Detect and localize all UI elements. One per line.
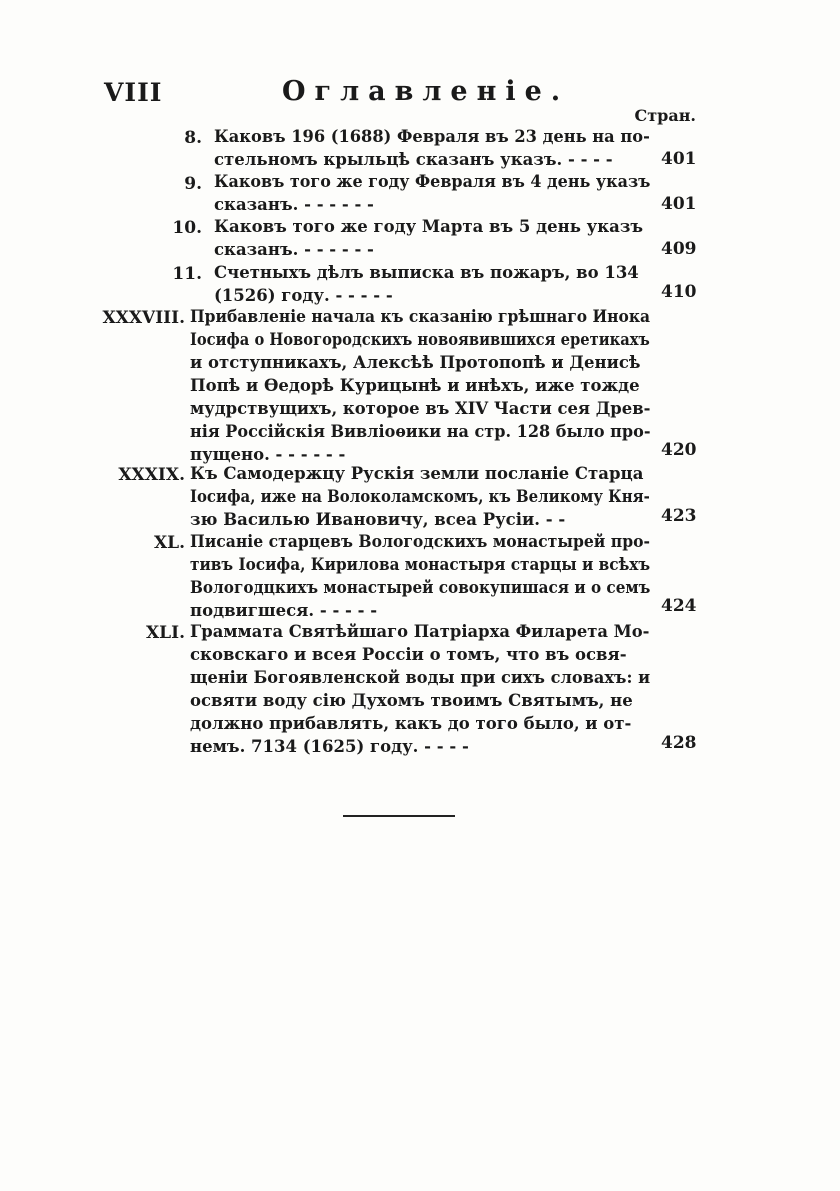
- entry-text-line: стельномъ крыльцѣ сказанъ указъ. - - - -: [214, 150, 613, 169]
- entry-page-number: 409: [661, 239, 697, 259]
- entry-text-line: Іосифа о Новогородскихъ новоявившихся еретикахъ: [190, 330, 650, 349]
- section-divider-rule: [343, 815, 455, 817]
- entry-text-line: зю Василью Ивановичу, всеа Русіи. - -: [190, 510, 566, 529]
- entry-number: 8.: [184, 128, 202, 148]
- page-number: VIII: [104, 78, 163, 107]
- entry-text-line: Каковъ 196 (1688) Февраля въ 23 день на по-: [214, 127, 650, 146]
- entry-text-line: щеніи Богоявленской воды при сихъ словахъ: и: [190, 668, 651, 687]
- entry-number: 10.: [172, 218, 202, 238]
- entry-text-line: пущено. - - - - - -: [190, 445, 346, 464]
- entry-text-line: Граммата Святѣйшаго Патріарха Филарета Мо-: [190, 622, 650, 641]
- entry-page-number: 423: [661, 506, 697, 526]
- entry-text-line: Писаніе старцевъ Вологодскихъ монастырей про-: [190, 532, 650, 551]
- running-title: Оглавленіе.: [282, 76, 570, 107]
- entry-text-line: должно прибавлять, какъ до того было, и от-: [190, 714, 632, 733]
- entry-text-line: сказанъ. - - - - - -: [214, 240, 374, 259]
- entry-page-number: 410: [661, 282, 697, 302]
- entry-text-line: Вологодцкихъ монастырей совокупишася и о семъ: [190, 578, 651, 597]
- entry-text-line: нія Россійскія Вивліоѳики на стр. 128 было про-: [190, 422, 651, 441]
- entry-text-line: Попѣ и Ѳедорѣ Курицынѣ и инѣхъ, иже тожде: [190, 376, 640, 395]
- entry-number: 9.: [184, 174, 202, 194]
- entry-number: XXXIX.: [118, 465, 185, 485]
- entry-text-line: и отступникахъ, Алексѣѣ Протопопѣ и Денисѣ: [190, 353, 641, 372]
- entry-number: 11.: [172, 264, 202, 284]
- entry-text-line: Іосифа, иже на Волоколамскомъ, къ Великому Кня-: [190, 487, 650, 506]
- entry-page-number: 424: [661, 596, 697, 616]
- entry-number: XL.: [153, 533, 185, 553]
- entry-number: XLI.: [145, 623, 185, 643]
- entry-text-line: Къ Самодержцу Рускія земли посланіе Старца: [190, 464, 644, 483]
- page-column-label: Стран.: [634, 106, 696, 125]
- entry-number: XXXVIII.: [102, 308, 185, 328]
- entry-text-line: Каковъ того же году Марта въ 5 день указъ: [214, 217, 644, 236]
- entry-text-line: освяти воду сію Духомъ твоимъ Святымъ, не: [190, 691, 633, 710]
- entry-text-line: (1526) году. - - - - -: [214, 286, 393, 305]
- entry-page-number: 420: [661, 440, 697, 460]
- entry-text-line: сказанъ. - - - - - -: [214, 195, 374, 214]
- entry-page-number: 428: [661, 733, 697, 753]
- entry-text-line: немъ. 7134 (1625) году. - - - -: [190, 737, 469, 756]
- entry-text-line: сковскаго и всея Россіи о томъ, что въ освя-: [190, 645, 627, 664]
- entry-text-line: Прибавленіе начала къ сказанію грѣшнаго Инока: [190, 307, 651, 326]
- entry-text-line: тивъ Іосифа, Кирилова монастыря старцы и всѣхъ: [190, 555, 651, 574]
- entry-page-number: 401: [661, 149, 697, 169]
- entry-text-line: подвигшеся. - - - - -: [190, 601, 378, 620]
- entry-text-line: Счетныхъ дѣлъ выписка въ пожаръ, во 134: [214, 263, 639, 282]
- entry-page-number: 401: [661, 194, 697, 214]
- entry-text-line: мудрствущихъ, которое въ XIV Части сея Древ-: [190, 399, 651, 418]
- entry-text-line: Каковъ того же году Февраля въ 4 день указъ: [214, 172, 651, 191]
